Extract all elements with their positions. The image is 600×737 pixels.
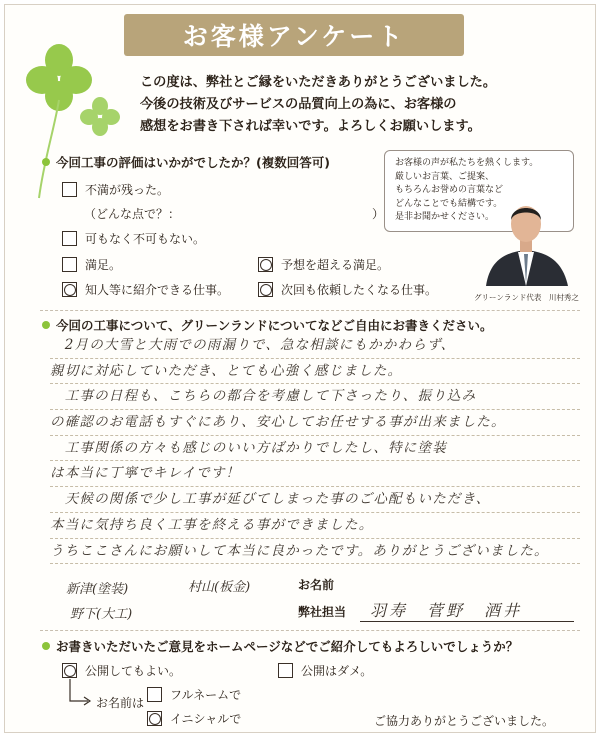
bubble-line: どんなことでも結構です。 — [395, 198, 503, 209]
option-label: 不満が残った。 — [85, 183, 170, 197]
representative-photo — [478, 196, 574, 286]
free-comment-area[interactable] — [50, 333, 580, 564]
option-neutral[interactable] — [62, 230, 205, 247]
staff-label: 弊社担当 — [298, 605, 347, 619]
intro-line: 感想をお書き下されば幸いです。よろしくお願いします。 — [140, 119, 481, 134]
detail-label: （どんな点で？： — [84, 207, 181, 221]
q1-heading-text: 今回工事の評価はいかがでしたか？(複数回答可) — [56, 155, 330, 170]
checkbox[interactable] — [147, 687, 162, 702]
option-label: 次回も依頼したくなる仕事。 — [281, 283, 438, 297]
checkbox-checked[interactable] — [258, 282, 273, 297]
detail-close: ） — [372, 207, 385, 221]
handwritten-line: は本当に丁寧でキレイです！ — [50, 461, 580, 487]
option-publish-ok[interactable] — [62, 662, 181, 679]
staff-underline — [360, 621, 574, 622]
handwritten-line: うちここさんにお願いして本当に良かったです。ありがとうございました。 — [50, 539, 580, 565]
checkbox-checked[interactable] — [258, 257, 273, 272]
checkbox-checked[interactable] — [147, 711, 162, 726]
handwritten-name: 野下(大工) — [70, 607, 133, 622]
handwritten-staff: 羽寿 菅野 酒井 — [370, 601, 523, 620]
bubble-line: お客様の声が私たちを熱くします。 — [395, 158, 539, 168]
option-dissatisfied[interactable] — [62, 181, 169, 198]
q3-heading — [42, 637, 518, 655]
divider — [40, 310, 580, 311]
q1-heading — [42, 153, 330, 171]
bubble-line: もちろんお誉めの言葉など — [395, 185, 504, 195]
option-label: 公開してもよい。 — [85, 664, 182, 678]
option-label: 公開はダメ。 — [301, 664, 373, 678]
handwritten-line: 工事関係の方々も感じのいい方ばかりでしたし、特に塗装 — [50, 436, 580, 462]
option-publish-ng[interactable] — [278, 662, 372, 679]
option-beyond-expectation[interactable] — [258, 256, 389, 273]
bullet-icon — [42, 642, 50, 650]
clover-small-icon — [80, 96, 120, 140]
checkbox-checked[interactable] — [62, 663, 77, 678]
intro-line: この度は、弊社とご縁をいただきありがとうございました。 — [140, 75, 497, 90]
bubble-line: 是非お聞かせください。 — [395, 212, 495, 222]
checkbox[interactable] — [62, 182, 77, 197]
option-label: 可もなく不可もない。 — [85, 232, 206, 246]
handwritten-line: 本当に気持ち良く工事を終える事ができました。 — [50, 513, 580, 539]
checkbox[interactable] — [62, 231, 77, 246]
handwritten-line: 工事の日程も、こちらの都合を考慮して下さったり、振り込み — [50, 384, 580, 410]
q3-heading-text: お書きいただいたご意見をホームページなどでご紹介してもよろしいでしょうか？ — [56, 639, 519, 654]
option-fullname[interactable] — [147, 686, 241, 703]
handwritten-name: 新津(塗装) — [66, 582, 129, 597]
option-initial[interactable] — [147, 710, 241, 727]
option-label: フルネームで — [170, 688, 242, 702]
option-satisfied[interactable] — [62, 256, 121, 273]
title-banner — [124, 14, 464, 56]
detail-field[interactable] — [84, 205, 180, 222]
intro-text — [140, 72, 580, 138]
page-title: お客様アンケート — [182, 22, 406, 51]
option-label: 満足。 — [85, 258, 122, 272]
checkbox-checked[interactable] — [62, 282, 77, 297]
bullet-icon — [42, 158, 50, 166]
handwritten-name: 村山(板金) — [188, 580, 251, 595]
checkbox[interactable] — [62, 257, 77, 272]
handwritten-line: 親切に対応していただき、とても心強く感じました。 — [50, 359, 580, 385]
handwritten-line: 2月の大雪と大雨での雨漏りで、急な相談にもかかわらず、 — [50, 333, 580, 359]
option-label: 予想を超える満足。 — [281, 258, 390, 272]
handwritten-line: 天候の関係で少し工事が延びてしまった事のご心配もいただき、 — [50, 487, 580, 513]
handwritten-line: の確認のお電話もすぐにあり、安心してお任せする事が出来ました。 — [50, 410, 580, 436]
checkbox[interactable] — [278, 663, 293, 678]
option-request-again[interactable] — [258, 281, 437, 298]
option-label: イニシャルで — [170, 712, 242, 726]
portrait-caption: グリーンランド代表 川村秀之 — [474, 293, 579, 302]
name-is-label: お名前は — [96, 696, 145, 710]
option-recommendable[interactable] — [62, 281, 229, 298]
option-label: 知人等に紹介できる仕事。 — [85, 283, 230, 297]
bubble-line: 厳しいお言葉、ご提案、 — [395, 171, 495, 182]
divider — [40, 630, 580, 631]
arrow-icon — [68, 679, 94, 709]
q2-heading — [42, 316, 493, 334]
thanks-text: ご協力ありがとうございました。 — [374, 714, 555, 728]
intro-line: 今後の技術及びサービスの品質向上の為に、お客様の — [140, 97, 457, 112]
name-label: お名前 — [298, 578, 335, 592]
bullet-icon — [42, 321, 50, 329]
q2-heading-text: 今回の工事について、グリーンランドについてなどご自由にお書きください。 — [56, 318, 493, 333]
